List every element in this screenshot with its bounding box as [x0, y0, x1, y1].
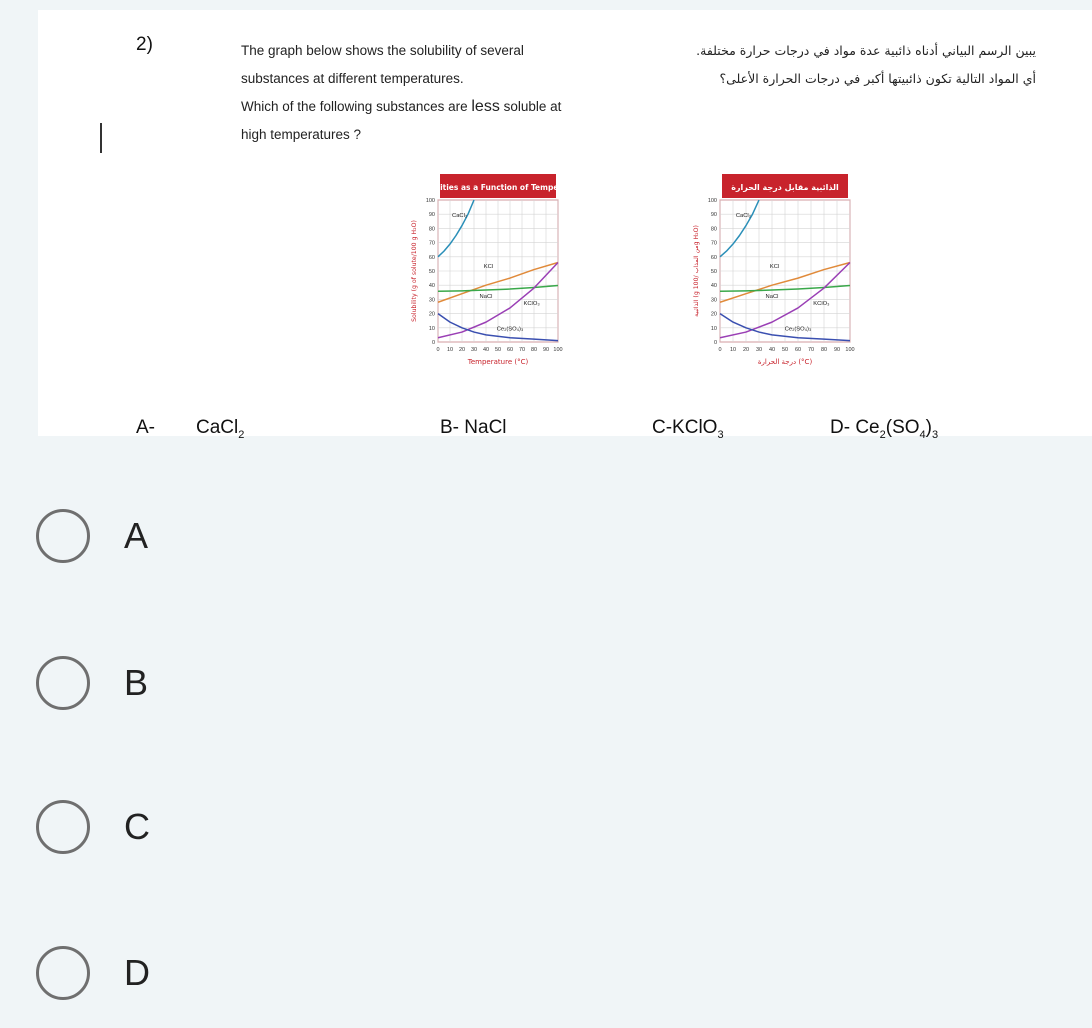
y-axis-label: Solubility (g of solute/100 g H₂O) [411, 220, 418, 322]
y-tick-label: 40 [710, 283, 717, 290]
series-label: Ce₂(SO₄)₃ [784, 326, 812, 333]
question-text-arabic [616, 37, 1036, 93]
arabic-line-1: يبين الرسم البياني أدناه ذائبية عدة مواد في درجات حرارة مختلفة. [696, 43, 1036, 58]
question-line-1: The graph below shows the solubility of several [241, 43, 524, 58]
x-tick-label: 20 [742, 347, 750, 353]
solubility-chart-arabic [658, 170, 858, 380]
x-tick-label: 50 [494, 347, 502, 353]
y-tick-label: 50 [710, 269, 717, 275]
x-axis-label: Temperature (°C) [467, 358, 529, 366]
x-tick-label: 30 [755, 347, 763, 353]
question-number: 2) [136, 34, 153, 55]
choice-d-sub3: 3 [931, 428, 939, 441]
x-tick-label: 0 [718, 347, 722, 353]
chart-title: الذائبية مقابل درجة الحرارة [731, 183, 839, 192]
x-tick-label: 40 [768, 347, 776, 353]
x-tick-label: 70 [518, 347, 526, 353]
x-tick-label: 10 [729, 347, 737, 353]
option-a[interactable] [36, 506, 148, 566]
y-tick-label: 30 [710, 297, 717, 304]
y-tick-label: 80 [428, 226, 435, 233]
choice-a-letter: A- [136, 417, 155, 438]
emphasis-less: less [471, 98, 500, 115]
y-tick-label: 100 [707, 198, 717, 204]
series-label: NaCl [765, 293, 779, 300]
y-tick-label: 30 [428, 297, 435, 304]
option-b[interactable] [36, 653, 148, 713]
option-b-label: B [124, 662, 149, 703]
y-tick-label: 90 [710, 212, 717, 219]
x-tick-label: 0 [436, 347, 440, 353]
x-tick-label: 80 [530, 347, 538, 353]
chart-title: Solubilities as a Function of Temperature [411, 183, 585, 192]
y-tick-label: 60 [710, 254, 717, 261]
radio-circle-icon[interactable] [36, 509, 90, 563]
x-tick-label: 70 [807, 347, 815, 353]
question-line-2: substances at different temperatures. [241, 71, 464, 86]
x-tick-label: 50 [781, 347, 789, 353]
radio-circle-icon[interactable] [36, 656, 90, 710]
arabic-line-2: أي المواد التالية تكون ذائبيتها أكبر في درجات الحرارة الأعلى؟ [719, 71, 1036, 86]
choice-a-main: CaCl [196, 417, 239, 438]
x-tick-label: 90 [542, 347, 550, 353]
solubility-chart-english [376, 170, 585, 380]
y-tick-label: 20 [428, 311, 435, 318]
question-line-3-post: soluble at [499, 99, 562, 114]
x-tick-label: 100 [845, 347, 855, 353]
x-tick-label: 20 [458, 347, 466, 353]
y-tick-label: 10 [428, 325, 435, 332]
choice-d-sub2: 4 [919, 428, 926, 441]
y-tick-label: 80 [710, 226, 717, 233]
x-tick-label: 30 [470, 347, 478, 353]
x-tick-label: 40 [482, 347, 490, 353]
series-label: KCl [769, 264, 780, 271]
option-c-label: C [124, 806, 150, 847]
series-label: Ce₂(SO₄)₃ [496, 326, 524, 333]
choice-b-formula: B- NaCl [440, 417, 507, 438]
option-d[interactable] [36, 943, 150, 1003]
option-c[interactable] [36, 797, 150, 857]
y-tick-label: 70 [428, 240, 435, 247]
text-cursor [100, 123, 102, 153]
choice-d-sub1: 2 [879, 428, 886, 441]
y-tick-label: 0 [713, 340, 717, 346]
choice-a-sub: 2 [238, 428, 245, 441]
y-tick-label: 70 [710, 240, 717, 247]
x-tick-label: 10 [446, 347, 454, 353]
y-tick-label: 0 [431, 340, 435, 346]
choice-d-main3: ) [925, 417, 932, 438]
question-text-english [241, 37, 621, 149]
radio-circle-icon[interactable] [36, 946, 90, 1000]
choice-a-formula [196, 417, 244, 441]
question-line-3-pre: Which of the following substances are [241, 99, 472, 114]
choice-c-main: C-KClO [652, 417, 718, 438]
y-tick-label: 90 [428, 212, 435, 219]
series-label: KClO₃ [523, 301, 540, 308]
series-label: CaCl₂ [735, 213, 751, 220]
x-tick-label: 60 [506, 347, 514, 353]
question-line-4: high temperatures ? [241, 127, 362, 142]
question-line-3 [241, 93, 621, 121]
y-tick-label: 20 [710, 311, 717, 318]
choice-d-main1: D- Ce [830, 417, 880, 438]
series-label: NaCl [479, 293, 493, 300]
series-label: CaCl₂ [452, 213, 468, 220]
series-label: KClO₃ [813, 301, 830, 308]
x-tick-label: 60 [794, 347, 802, 353]
y-axis-label: الذائبية (g من المذاب /100g H₂O) [693, 225, 700, 317]
x-tick-label: 100 [553, 347, 563, 353]
x-tick-label: 80 [820, 347, 828, 353]
x-tick-label: 90 [833, 347, 841, 353]
question-card [38, 10, 1092, 441]
choice-d-formula [830, 417, 938, 441]
radio-circle-icon[interactable] [36, 800, 90, 854]
y-tick-label: 50 [428, 269, 435, 275]
y-tick-label: 40 [428, 283, 435, 290]
y-tick-label: 60 [428, 254, 435, 261]
choice-d-main2: (SO [885, 417, 920, 438]
option-a-label: A [124, 515, 149, 556]
choice-c-formula [652, 417, 724, 441]
y-tick-label: 100 [425, 198, 435, 204]
option-d-label: D [124, 952, 150, 993]
choice-c-sub: 3 [717, 428, 724, 441]
series-label: KCl [483, 264, 494, 271]
x-axis-label: درجة الحرارة (°C) [757, 358, 813, 366]
y-tick-label: 10 [710, 325, 717, 332]
